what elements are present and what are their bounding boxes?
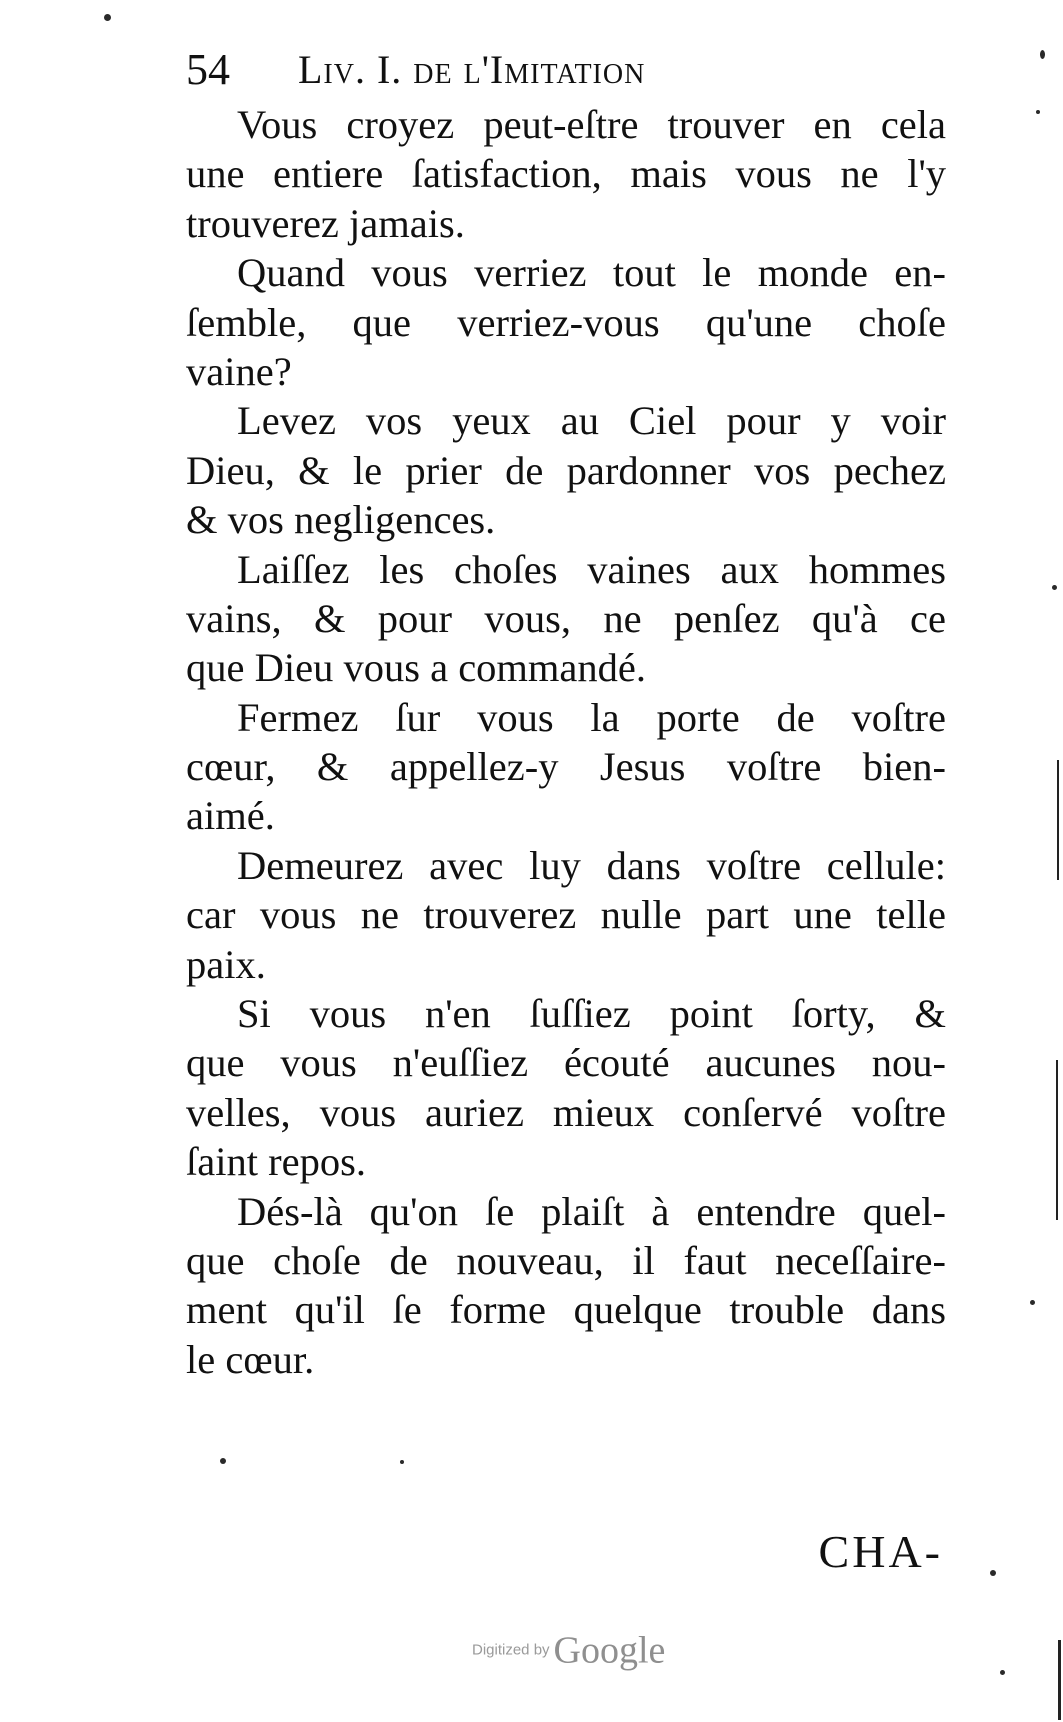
text-line: que Dieu vous a commandé. (186, 645, 646, 691)
scan-speck (104, 14, 111, 21)
text-line: vains, & pour vous, ne penſez qu'à ce (186, 595, 946, 641)
paragraph (186, 1187, 946, 1385)
scan-speck (1052, 585, 1057, 590)
text-line: ſaint repos. (186, 1139, 366, 1185)
text-line: Fermez ſur vous la porte de voſtre (237, 694, 946, 740)
text-line: cœur, & appellez-y Jesus voſtre bien- (186, 744, 946, 790)
text-line: car vous ne trouverez nulle part une telle (186, 892, 946, 938)
text-line: le cœur. (186, 1336, 315, 1382)
text-line: velles, vous auriez mieux conſervé voſtre (186, 1089, 946, 1135)
scan-speck (1030, 1300, 1035, 1305)
scan-speck (220, 1458, 226, 1464)
text-line: que vous n'euſſiez écouté aucunes nou- (186, 1040, 946, 1086)
paragraph (186, 841, 946, 989)
text-line: Demeurez avec luy dans voſtre cellule: (237, 842, 946, 888)
scan-speck (1036, 110, 1040, 114)
scan-speck (1000, 1670, 1005, 1675)
paragraph (186, 989, 946, 1187)
page-number: 54 (186, 45, 230, 94)
text-line: & vos negligences. (186, 497, 496, 543)
text-line: Vous croyez peut-eſtre trouver en cela (237, 102, 946, 147)
scan-speck (400, 1460, 404, 1464)
paragraph (186, 693, 946, 841)
scan-speck (1040, 50, 1045, 59)
body-text (186, 100, 946, 1384)
running-head: Liv. I. de l'Imitation (298, 47, 646, 92)
text-line: ment qu'il ſe forme quelque trouble dans (186, 1287, 946, 1333)
scan-speck (990, 1570, 996, 1576)
page-header (186, 44, 946, 96)
page-edge-mark (1056, 1060, 1058, 1220)
text-line: que choſe de nouveau, il faut neceſſaire- (186, 1237, 946, 1283)
paragraph (186, 545, 946, 693)
paragraph (186, 100, 946, 248)
digitized-watermark (472, 1630, 665, 1670)
digitized-prefix: Digitized by (472, 1641, 550, 1659)
page-edge-mark (1058, 1640, 1061, 1720)
text-line: paix. (186, 941, 266, 987)
text-line: trouverez jamais. (186, 200, 465, 246)
text-line: Quand vous verriez tout le monde en- (237, 250, 946, 296)
google-logo: Google (553, 1629, 666, 1672)
paragraph (186, 248, 946, 396)
text-line: Dés-là qu'on ſe plaiſt à entendre quel- (237, 1188, 946, 1234)
text-line: Dieu, & le prier de pardonner vos pechez (186, 447, 946, 493)
text-line: Laiſſez les choſes vaines aux hommes (237, 546, 946, 592)
paragraph (186, 396, 946, 544)
catchword: CHA- (818, 1526, 943, 1577)
text-line: aimé. (186, 793, 275, 839)
text-line: vaine? (186, 348, 292, 394)
page-edge-mark (1057, 760, 1059, 880)
text-line: une entiere ſatisfaction, mais vous ne l'y (186, 151, 946, 197)
text-line: Si vous n'en ſuſſiez point ſorty, & (237, 991, 946, 1037)
text-line: Levez vos yeux au Ciel pour y voir (237, 398, 946, 444)
text-line: ſemble, que verriez-vous qu'une choſe (186, 299, 946, 345)
